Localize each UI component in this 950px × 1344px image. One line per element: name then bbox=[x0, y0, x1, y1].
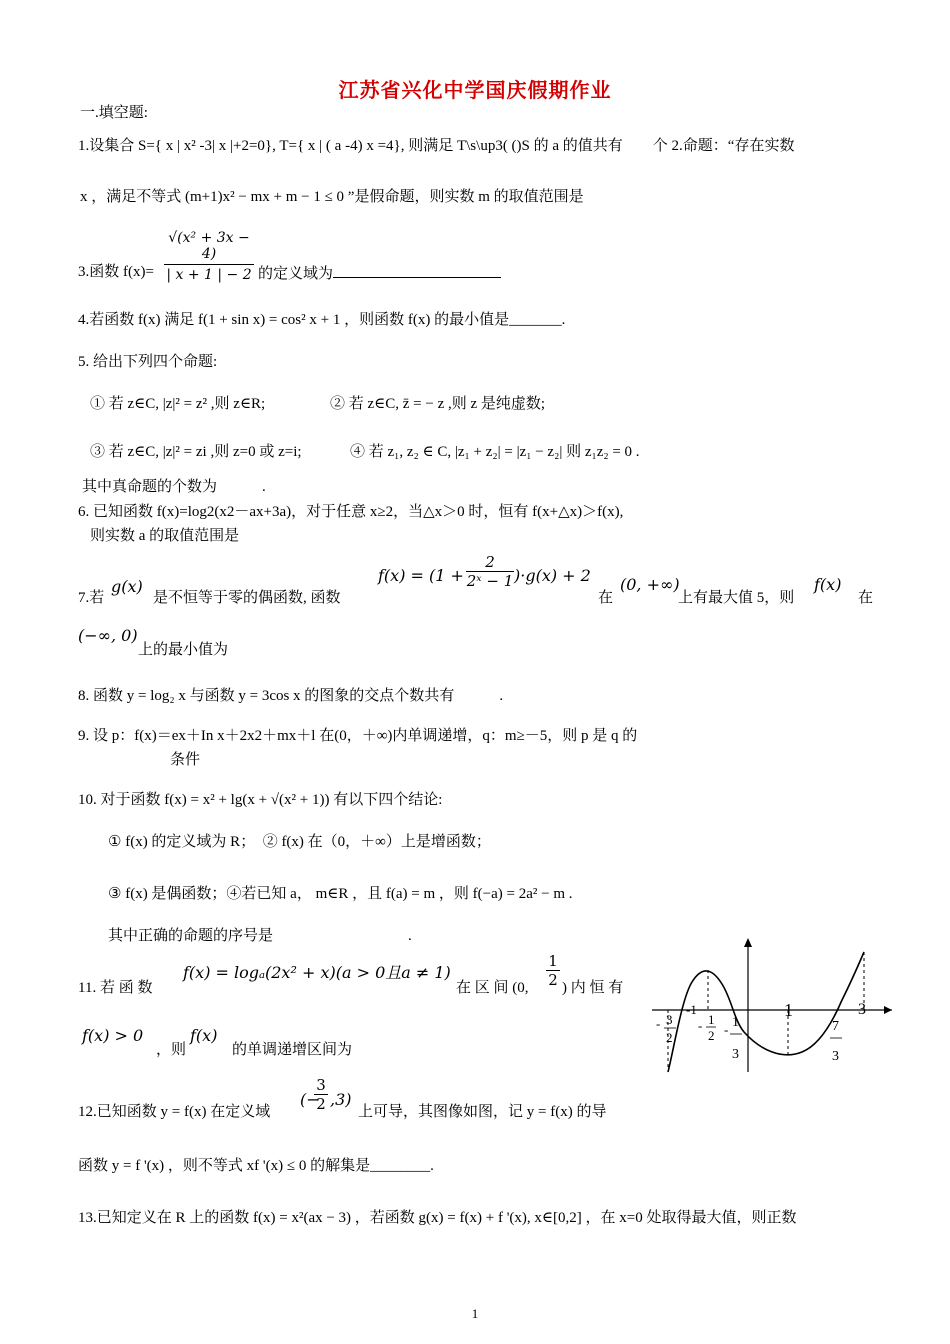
question-12-domain-num: 3 bbox=[314, 1076, 328, 1095]
question-5-intro: 5. 给出下列四个命题: bbox=[78, 354, 218, 370]
label-one: 1 bbox=[784, 1000, 793, 1020]
question-5-proposition-4: ④ 若 z₁, z₂ ∈ C, |z₁ + z₂| = |z₁ − z₂| 则 z₁z₂ = 0 . bbox=[350, 444, 640, 460]
y-axis-arrow-icon bbox=[744, 938, 752, 947]
question-3-prefix: 3.函数 f(x)= bbox=[78, 264, 154, 280]
question-6-line-2: 则实数 a 的取值范围是 bbox=[90, 528, 240, 544]
label-neg12-den: 2 bbox=[708, 1028, 715, 1043]
question-12-domain-den: 2 bbox=[316, 1095, 326, 1113]
question-5-proposition-1: ① 若 z∈C, |z|² = z² ,则 z∈R; bbox=[90, 396, 266, 412]
question-3-blank bbox=[333, 277, 501, 278]
label-neg32-num: 3 bbox=[666, 1012, 673, 1027]
question-13: 13.已知定义在 R 上的函数 f(x) = x²(ax − 3) ，若函数 g(x) = f(x) + f '(x), x∈[0,2] ，在 x=0 处取得最大值，则正数 bbox=[78, 1210, 797, 1226]
question-3-numerator: √(x² + 3x − 4) bbox=[164, 230, 254, 265]
question-2-line-2: x ，满足不等式 (m+1)x² − mx + m − 1 ≤ 0 ”是假命题，则实数 m 的取值范围是 bbox=[80, 189, 584, 205]
question-10-conclusions-3-4: ③ f(x) 是偶函数；④若已知 a， m∈R ，且 f(a) = m ，则 f(−a) = 2a² − m . bbox=[108, 886, 573, 902]
label-neg13-den: 3 bbox=[732, 1047, 739, 1062]
question-12-text-1: 12.已知函数 y = f(x) 在定义域 bbox=[78, 1104, 271, 1120]
question-3-fraction bbox=[164, 230, 254, 283]
label-minus-1: - bbox=[656, 1016, 661, 1031]
question-11-text-4: ，则 bbox=[156, 1042, 187, 1058]
question-5-proposition-3: ③ 若 z∈C, |z|² = zi ,则 z=0 或 z=i; bbox=[90, 444, 302, 460]
question-7-f-rhs: )·g(x) + 2 bbox=[514, 566, 591, 585]
question-12-domain-right: ,3) bbox=[330, 1090, 352, 1109]
label-minus-3: - bbox=[724, 1022, 729, 1037]
question-7-frac-num: 2 bbox=[466, 553, 514, 572]
question-7-fraction bbox=[466, 553, 514, 590]
question-3-suffix bbox=[258, 264, 501, 284]
question-11-formula: f(x) = logₐ(2x² + x)(a > 0且a ≠ 1) bbox=[183, 963, 451, 982]
question-7-start: 7.若 bbox=[78, 590, 105, 606]
question-11-half-num: 1 bbox=[546, 952, 560, 971]
question-12-domain-fraction bbox=[314, 1076, 328, 1113]
question-7-text-2: 是不恒等于零的偶函数, 函数 bbox=[153, 590, 341, 606]
x-axis-arrow-icon bbox=[884, 1006, 892, 1014]
label-seven3-num: 7 bbox=[832, 1019, 839, 1034]
question-7-g: g(x) bbox=[111, 577, 143, 596]
question-11-text-2: 在 区 间 (0, bbox=[456, 980, 529, 996]
label-minus-2: - bbox=[698, 1018, 703, 1033]
question-7-f-lhs: f(x) = (1 + bbox=[378, 566, 464, 585]
question-12-line-2: 函数 y = f '(x) ，则不等式 xf '(x) ≤ 0 的解集是________. bbox=[78, 1158, 434, 1174]
question-11-text-3: ) 内 恒 有 bbox=[562, 980, 624, 996]
question-7-frac-den: 2ˣ − 1 bbox=[466, 572, 514, 590]
question-7-text-3: 在 bbox=[598, 590, 614, 606]
label-seven3-den: 3 bbox=[832, 1049, 839, 1064]
question-11-start: 11. 若 函 数 bbox=[78, 980, 153, 996]
question-10-conclusions-1-2: ① f(x) 的定义域为 R； ② f(x) 在（0，＋∞）上是增函数； bbox=[108, 834, 491, 850]
label-neg-one: -1 bbox=[686, 1002, 697, 1017]
question-12-start bbox=[78, 1102, 270, 1122]
label-three: 3 bbox=[858, 1001, 866, 1018]
question-7-neg-interval: (−∞, 0) bbox=[78, 626, 138, 645]
question-11-half-den: 2 bbox=[548, 971, 558, 989]
question-12-text-2: 上可导，其图像如图，记 y = f(x) 的导 bbox=[358, 1104, 607, 1120]
question-9-line-1: 9. 设 p：f(x)＝ex＋In x＋2x2＋mx＋l 在(0，＋∞)内单调递增，q：m≥－5，则 p 是 q 的 bbox=[78, 728, 638, 744]
question-4: 4.若函数 f(x) 满足 f(1 + sin x) = cos² x + 1 ，则函数 f(x) 的最小值是_______. bbox=[78, 312, 566, 328]
label-neg13-num: 1 bbox=[732, 1015, 739, 1030]
question-7-text-5: 在 bbox=[858, 590, 874, 606]
question-7-interval: (0, +∞) bbox=[620, 575, 680, 594]
label-neg32-den: 2 bbox=[666, 1030, 673, 1045]
question-7-fx: f(x) bbox=[814, 575, 842, 594]
section-heading: 一.填空题: bbox=[80, 105, 148, 121]
question-10-intro: 10. 对于函数 f(x) = x² + lg(x + √(x² + 1)) 有以下四个结论: bbox=[78, 792, 443, 808]
page-number: 1 bbox=[471, 1306, 479, 1321]
question-11-condition: f(x) > 0 bbox=[82, 1026, 144, 1045]
question-10-tail: 其中正确的命题的序号是 . bbox=[108, 928, 412, 944]
label-neg12-num: 1 bbox=[708, 1012, 715, 1027]
question-5-tail: 其中真命题的个数为 . bbox=[82, 479, 266, 495]
question-8: 8. 函数 y = log₂ x 与函数 y = 3cos x 的图象的交点个数共有 . bbox=[78, 688, 504, 704]
function-graph bbox=[652, 938, 902, 1076]
question-5-proposition-2: ② 若 z∈C, z̄ = − z ,则 z 是纯虚数; bbox=[330, 396, 546, 412]
question-6-line-1: 6. 已知函数 f(x)=log2(x2－ax+3a)，对于任意 x≥2，当△x＞0 时，恒有 f(x+△x)＞f(x), bbox=[78, 504, 624, 520]
question-9-line-2: 条件 bbox=[170, 752, 201, 768]
question-11-fx: f(x) bbox=[190, 1026, 218, 1045]
question-11-line-2: 的单调递增区间为 bbox=[232, 1042, 353, 1058]
question-7-line-2: 上的最小值为 bbox=[138, 642, 229, 658]
page-title: 江苏省兴化中学国庆假期作业 bbox=[338, 80, 612, 102]
question-3-denominator: | x + 1 | − 2 bbox=[166, 267, 252, 283]
question-11-half bbox=[546, 952, 560, 989]
question-3-suffix-text: 的定义域为 bbox=[258, 266, 334, 282]
question-7-text-4: 上有最大值 5，则 bbox=[678, 590, 795, 606]
question-12-domain-left: (− bbox=[300, 1090, 320, 1109]
question-1-line-1: 1.设集合 S={ x | x² -3| x |+2=0}, T={ x | ( a -4) x =4}, 则满足 T\s\up3( ()S 的 a 的值共有 个 2.命题：“存在实数 bbox=[78, 138, 795, 154]
